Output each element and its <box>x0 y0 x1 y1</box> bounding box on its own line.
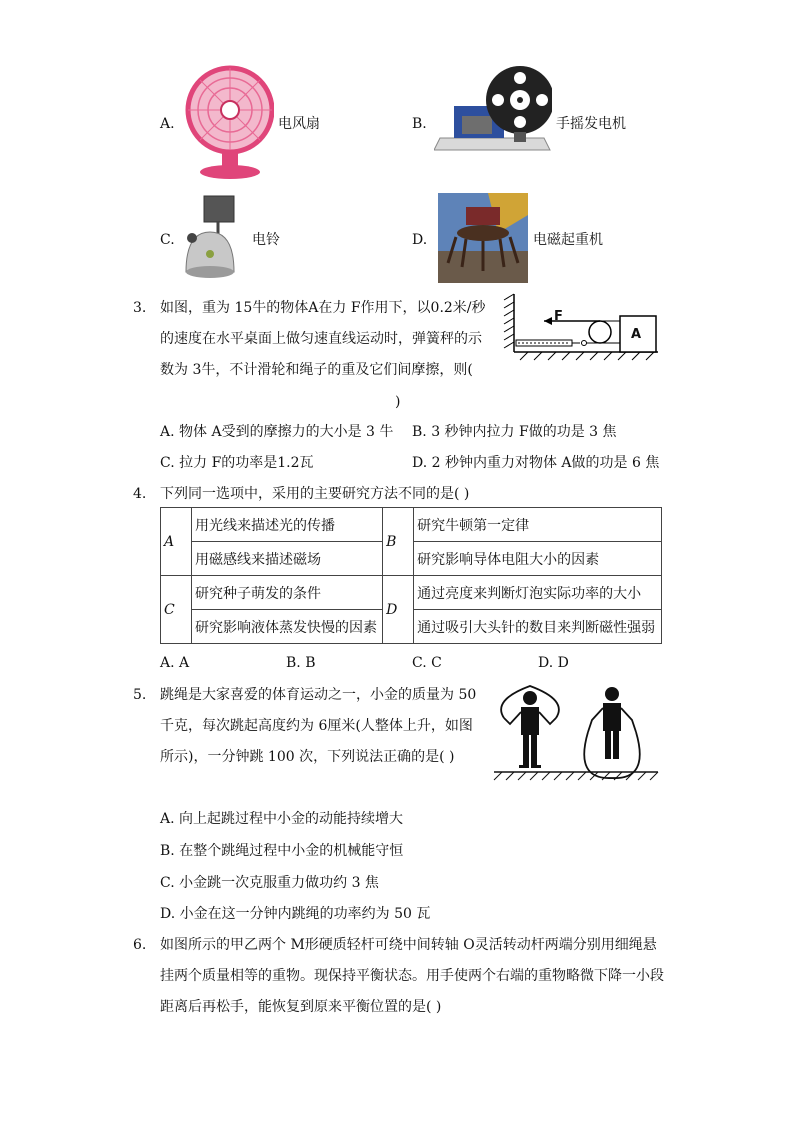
table-cell: 通过吸引大头针的数目来判断磁性强弱 <box>414 610 662 644</box>
question-text: 数为 3牛，不计滑轮和绳子的重及它们间摩擦，则( <box>160 362 473 378</box>
rope-skipping-figure <box>490 680 662 792</box>
option-label: 电铃 <box>252 232 280 248</box>
option-letter: A. <box>160 116 175 132</box>
question-number: 3. <box>133 300 147 316</box>
table-key: B <box>383 508 414 576</box>
electric-bell-image <box>178 192 240 284</box>
table-key: A <box>161 508 192 576</box>
question-number: 5. <box>133 687 147 703</box>
option-label: 手摇发电机 <box>556 116 626 132</box>
choice: D. 小金在这一分钟内跳绳的功率约为 50 瓦 <box>160 906 431 922</box>
option-letter: B. <box>412 116 427 132</box>
hand-crank-generator-image <box>434 62 552 162</box>
table-cell: 用磁感线来描述磁场 <box>192 542 383 576</box>
question-text: 所示)，一分钟跳 100 次，下列说法正确的是( ) <box>160 749 455 765</box>
table-cell: 研究影响液体蒸发快慢的因素 <box>192 610 383 644</box>
force-label: F <box>554 309 563 324</box>
electric-fan-image <box>184 64 274 180</box>
table-cell: 通过亮度来判断灯泡实际功率的大小 <box>414 576 662 610</box>
question-text: 的速度在水平桌面上做匀速直线运动时，弹簧秤的示 <box>160 331 482 347</box>
choice: B. B <box>286 655 316 671</box>
option-label: 电磁起重机 <box>533 232 603 248</box>
choice: A. 向上起跳过程中小金的动能持续增大 <box>160 811 404 827</box>
choice: A. 物体 A受到的摩擦力的大小是 3 牛 <box>160 424 394 440</box>
question-number: 6. <box>133 937 147 953</box>
question-text: 下列同一选项中，采用的主要研究方法不同的是( ) <box>160 486 470 502</box>
choice: C. 小金跳一次克服重力做功约 3 焦 <box>160 875 379 891</box>
choice: C. 拉力 F的功率是1.2瓦 <box>160 455 314 471</box>
question-text: 距离后再松手，能恢复到原来平衡位置的是( ) <box>160 999 442 1015</box>
table-cell: 研究牛顿第一定律 <box>414 508 662 542</box>
option-label: 电风扇 <box>278 116 320 132</box>
methods-table <box>160 507 662 644</box>
question-text: 如图，重为 15牛的物体A在力 F作用下，以0.2米/秒 <box>160 300 486 316</box>
question-number: 4. <box>133 486 147 502</box>
question-text: 挂两个质量相等的重物。现保持平衡状态。用手使两个右端的重物略微下降一小段 <box>160 968 664 984</box>
table-key: C <box>161 576 192 644</box>
option-letter: C. <box>160 232 175 248</box>
table-cell: 研究种子萌发的条件 <box>192 576 383 610</box>
table-key: D <box>383 576 414 644</box>
table-cell: 用光线来描述光的传播 <box>192 508 383 542</box>
option-letter: D. <box>412 232 428 248</box>
question-text: 千克，每次跳起高度约为 6厘米(人整体上升，如图 <box>160 718 473 734</box>
choice: A. A <box>160 655 190 671</box>
choice: B. 在整个跳绳过程中小金的机械能守恒 <box>160 843 404 859</box>
choice: B. 3 秒钟内拉力 F做的功是 3 焦 <box>412 424 617 440</box>
table-cell: 研究影响导体电阻大小的因素 <box>414 542 662 576</box>
question-text: 跳绳是大家喜爱的体育运动之一，小金的质量为 50 <box>160 687 477 703</box>
electromagnetic-crane-image <box>438 193 528 283</box>
block-label: A <box>631 327 642 342</box>
choice: D. D <box>538 655 569 671</box>
answer-bracket: ) <box>395 394 401 410</box>
choice: D. 2 秒钟内重力对物体 A做的功是 6 焦 <box>412 455 660 471</box>
question-text: 如图所示的甲乙两个 M形硬质轻杆可绕中间转轴 O灵活转动杆两端分别用细绳悬 <box>160 937 657 953</box>
choice: C. C <box>412 655 442 671</box>
